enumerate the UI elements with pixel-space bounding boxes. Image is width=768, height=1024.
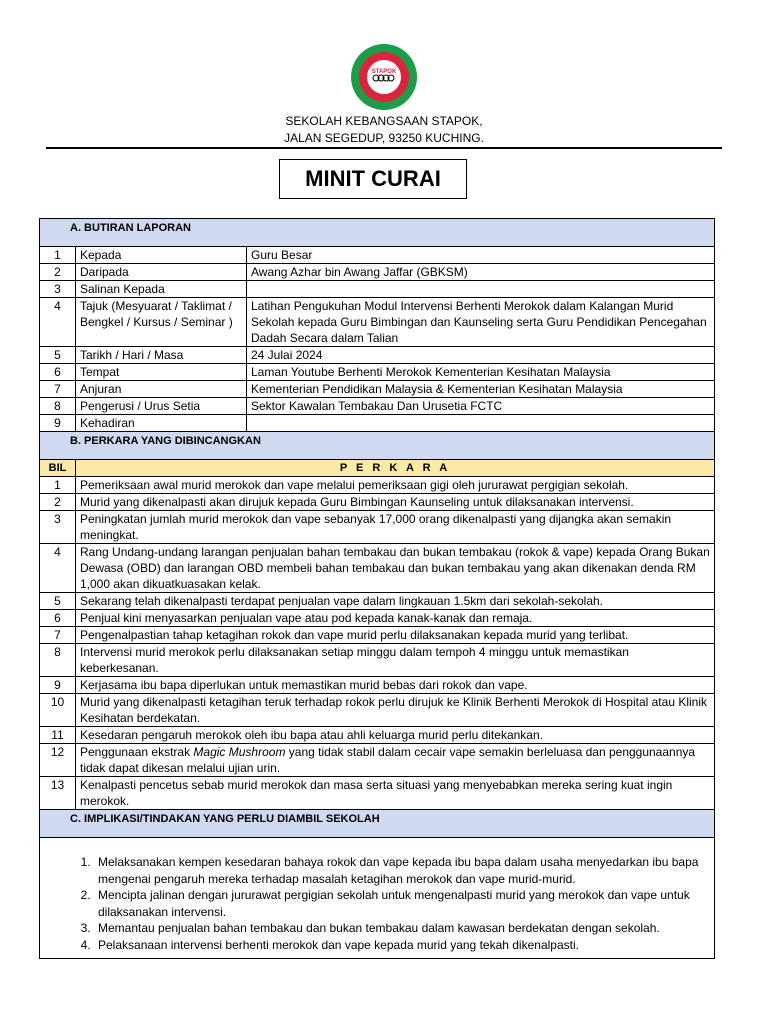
report-row-number: 4 (40, 298, 76, 347)
report-row-label: Anjuran (76, 381, 247, 398)
perkara-row-text: Murid yang dikenalpasti ketagihan teruk terhadap rokok perlu dirujuk ke Klinik Berhenti Merokok di Hospital atau Klinik Kesihatan berdekatan. (76, 694, 715, 727)
perkara-row-number: 11 (40, 727, 76, 744)
report-row-label: Salinan Kepada (76, 281, 247, 298)
perkara-row (40, 544, 715, 593)
perkara-row-number: 12 (40, 744, 76, 777)
perkara-row (40, 777, 715, 810)
report-row (40, 347, 715, 364)
perkara-text-part: Penggunaan ekstrak (80, 745, 194, 759)
report-row-value: 24 Julai 2024 (247, 347, 715, 364)
report-row-number: 2 (40, 264, 76, 281)
report-row-value: Awang Azhar bin Awang Jaffar (GBKSM) (247, 264, 715, 281)
report-row-label: Daripada (76, 264, 247, 281)
perkara-row-number: 13 (40, 777, 76, 810)
report-row (40, 398, 715, 415)
document-title: MINIT CURAI (279, 159, 467, 199)
perkara-row-number: 2 (40, 494, 76, 511)
perkara-row-text: Murid yang dikenalpasti akan dirujuk kepada Guru Bimbingan Kaunseling untuk dilaksanakan intervensi. (76, 494, 715, 511)
report-row-value (247, 415, 715, 432)
perkara-row-text: Pemeriksaan awal murid merokok dan vape melalui pemeriksaan gigi oleh jururawat pergigian sekolah. (76, 477, 715, 494)
perkara-row (40, 677, 715, 694)
bil-column-label: BIL (40, 460, 76, 477)
perkara-row (40, 627, 715, 644)
perkara-row (40, 494, 715, 511)
perkara-column-header (40, 460, 715, 477)
perkara-row (40, 610, 715, 627)
report-row-number: 1 (40, 247, 76, 264)
perkara-row-text: Rang Undang-undang larangan penjualan bahan tembakau dan bukan tembakau (rokok & vape) kepada Orang Bukan Dewasa (OBD) dan larangan OBD membeli bahan tembakau dan bukan tembakau yang akan dikenakan denda RM 1,000 akan dikuatkuasakan kelak. (76, 544, 715, 593)
perkara-text-italic: Magic Mushroom (193, 745, 286, 759)
perkara-row-number: 7 (40, 627, 76, 644)
report-row-label: Kepada (76, 247, 247, 264)
action-item: 1. Melaksanakan kempen kesedaran bahaya rokok dan vape kepada ibu bapa dalam usaha menyedarkan ibu bapa mengenai pengaruh mereka terhadap masalah ketagihan merokok dan vape murid-murid. (94, 854, 702, 887)
perkara-row-number: 6 (40, 610, 76, 627)
section-b-header (40, 432, 715, 460)
perkara-row-number: 1 (40, 477, 76, 494)
action-item: 2. Mencipta jalinan dengan jururawat pergigian sekolah untuk mengenalpasti murid yang merokok dan vape untuk dilaksanakan intervensi. (94, 887, 702, 920)
report-row-number: 3 (40, 281, 76, 298)
report-row-value: Kementerian Pendidikan Malaysia & Kementerian Kesihatan Malaysia (247, 381, 715, 398)
perkara-row-text (76, 744, 715, 777)
logo-text: STAPOK (371, 69, 397, 75)
perkara-row (40, 727, 715, 744)
report-row-number: 9 (40, 415, 76, 432)
report-row-label: Tarikh / Hari / Masa (76, 347, 247, 364)
report-row-value: Sektor Kawalan Tembakau Dan Urusetia FCTC (247, 398, 715, 415)
perkara-row-text: Penjual kini menyasarkan penjualan vape atau pod kepada kanak-kanak dan remaja. (76, 610, 715, 627)
perkara-row-number: 5 (40, 593, 76, 610)
report-row-number: 6 (40, 364, 76, 381)
report-row (40, 281, 715, 298)
perkara-row-text: Pengenalpastian tahap ketagihan rokok dan vape murid perlu dilaksanakan kepada murid yang terlibat. (76, 627, 715, 644)
perkara-row-text: Intervensi murid merokok perlu dilaksanakan setiap minggu dalam tempoh 4 minggu untuk memastikan keberkesanan. (76, 644, 715, 677)
report-row (40, 298, 715, 347)
report-row-value (247, 281, 715, 298)
perkara-row-number: 8 (40, 644, 76, 677)
action-list (40, 854, 714, 958)
report-row (40, 264, 715, 281)
section-b-heading: B. PERKARA YANG DIBINCANGKAN (40, 432, 715, 460)
section-c-body (40, 838, 715, 959)
report-row-label: Kehadiran (76, 415, 247, 432)
report-row (40, 415, 715, 432)
perkara-row-number: 9 (40, 677, 76, 694)
report-row (40, 364, 715, 381)
perkara-row-text: Peningkatan jumlah murid merokok dan vape sebanyak 17,000 orang dikenalpasti yang dijangka akan semakin meningkat. (76, 511, 715, 544)
perkara-row (40, 744, 715, 777)
perkara-row (40, 511, 715, 544)
report-row-label: Tajuk (Mesyuarat / Taklimat / Bengkel / Kursus / Seminar ) (76, 298, 247, 347)
school-name: SEKOLAH KEBANGSAAN STAPOK, (285, 114, 483, 128)
section-a-heading: A. BUTIRAN LAPORAN (40, 219, 715, 247)
report-row-label: Pengerusi / Urus Setia (76, 398, 247, 415)
section-c-heading: C. IMPLIKASI/TINDAKAN YANG PERLU DIAMBIL SEKOLAH (40, 810, 715, 838)
report-row-value: Laman Youtube Berhenti Merokok Kementerian Kesihatan Malaysia (247, 364, 715, 381)
perkara-row-number: 3 (40, 511, 76, 544)
report-row-number: 7 (40, 381, 76, 398)
school-logo (350, 43, 418, 111)
report-row (40, 381, 715, 398)
perkara-row (40, 593, 715, 610)
section-c-header (40, 810, 715, 838)
report-row-value: Guru Besar (247, 247, 715, 264)
school-address: JALAN SEGEDUP, 93250 KUCHING. (284, 131, 484, 145)
perkara-row-text: Sekarang telah dikenalpasti terdapat penjualan vape dalam lingkauan 1.5km dari sekolah-sekolah. (76, 593, 715, 610)
perkara-text-part: yang tidak stabil dalam cecair vape semakin berleluasa dan penggunaannya tidak dapat dikesan melalui ujian urin. (80, 745, 696, 775)
action-list-cell (40, 838, 715, 959)
header-divider (46, 147, 722, 149)
perkara-row-number: 4 (40, 544, 76, 593)
report-row-value: Latihan Pengukuhan Modul Intervensi Berhenti Merokok dalam Kalangan Murid Sekolah kepada Guru Bimbingan dan Kaunseling serta Guru Pendidikan Pencegahan Dadah Secara dalam Talian (247, 298, 715, 347)
minutes-table (39, 218, 715, 959)
report-row-number: 8 (40, 398, 76, 415)
report-row-number: 5 (40, 347, 76, 364)
perkara-row-number: 10 (40, 694, 76, 727)
perkara-row-text: Kenalpasti pencetus sebab murid merokok dan masa serta situasi yang menyebabkan mereka sering kuat ingin merokok. (76, 777, 715, 810)
perkara-row (40, 477, 715, 494)
perkara-row (40, 644, 715, 677)
report-row (40, 247, 715, 264)
perkara-row-text: Kesedaran pengaruh merokok oleh ibu bapa atau ahli keluarga murid perlu ditekankan. (76, 727, 715, 744)
action-item: 4. Pelaksanaan intervensi berhenti merokok dan vape kepada murid yang tekah dikenalpasti. (94, 937, 702, 954)
section-a-header (40, 219, 715, 247)
action-item: 3. Memantau penjualan bahan tembakau dan bukan tembakau dalam kawasan berdekatan dengan sekolah. (94, 920, 702, 937)
perkara-row-text: Kerjasama ibu bapa diperlukan untuk memastikan murid bebas dari rokok dan vape. (76, 677, 715, 694)
perkara-row (40, 694, 715, 727)
perkara-column-label: P E R K A R A (76, 460, 715, 477)
report-row-label: Tempat (76, 364, 247, 381)
